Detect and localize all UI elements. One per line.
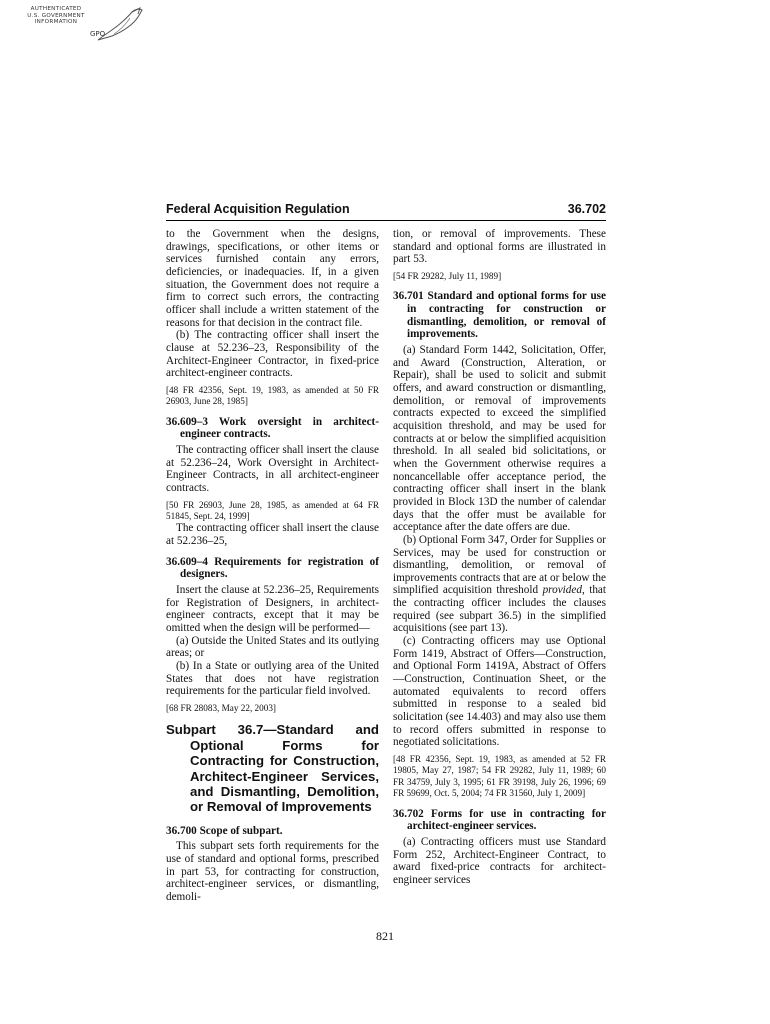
- section-heading: 36.609–4 Requirements for registration of designers.: [166, 555, 379, 581]
- seal-gpo-label: GPO: [90, 30, 106, 38]
- citation: [68 FR 28083, May 22, 2003]: [166, 702, 276, 713]
- section-heading: 36.700 Scope of subpart.: [166, 824, 283, 837]
- gpo-authentication-seal: [26, 6, 146, 42]
- section-heading: 36.702 Forms for use in contracting for architect-engineer services.: [393, 807, 606, 833]
- paragraph: (a) Standard Form 1442, Solicitation, Offer, and Award (Construction, Alteration, or Repair), shall be used to solicit and submit offers, and award construction or dismantling, demolition, or removal of improvements contracts expected to exceed the simplified acquisition threshold, and may be used for contracts at or below the simplified acquisition threshold. In all sealed bid solicitations, or when the Government otherwise requires a noncancellable offer acceptance period, the contracting officer shall insert in the blank provided in Block 13D the number of calendar days that the offer must be available for acceptance after the date offers are due.: [393, 344, 606, 534]
- subpart-heading: Subpart 36.7—Standard and Optional Forms for Contracting for Construction, Architect-Engineer Services, and Dismantling, Demolition, or Removal of Improvements: [166, 722, 379, 815]
- paragraph: Insert the clause at 52.236–25, Requirements for Registration of Designers, in architect-engineer contracts, except that it may be omitted when the design will be performed—: [166, 584, 379, 635]
- paragraph: (a) Outside the United States and its outlying areas; or: [166, 634, 379, 660]
- section-heading: 36.609–3 Work oversight in architect-engineer contracts.: [166, 415, 379, 441]
- paragraph: This subpart sets forth requirements for the use of standard and optional forms, prescribed in part 53, for contracting for construction, architect-engineer services, or dismantling, demoli-: [166, 840, 379, 904]
- paragraph: to the Government when the designs, drawings, specifications, or other items or services furnished contain any errors, deficiencies, or inadequacies. If, in a given situation, the Government does not require a firm to correct such errors, the contracting officer shall include a written statement of the reasons for that decision in the contract file.: [166, 228, 379, 329]
- section-heading: 36.701 Standard and optional forms for use in contracting for construction or dismantling, demolition, or removal of improvements.: [393, 290, 606, 341]
- citation: [54 FR 29282, July 11, 1989]: [393, 270, 502, 281]
- left-column: [166, 228, 379, 904]
- running-header-title: Federal Acquisition Regulation: [166, 202, 350, 216]
- seal-line: INFORMATION: [34, 19, 78, 26]
- citation: [48 FR 42356, Sept. 19, 1983, as amended at 50 FR 26903, June 28, 1985]: [166, 384, 379, 407]
- citation: [50 FR 26903, June 28, 1985, as amended at 64 FR 51845, Sept. 24, 1999]: [166, 499, 379, 522]
- paragraph: The contracting officer shall insert the clause at 52.236–24, Work Oversight in Architect-Engineer Contracts, in all architect-engineer contracts.: [166, 444, 379, 494]
- paragraph: tion, or removal of improvements. These standard and optional forms are illustrated in part 53.: [393, 228, 606, 266]
- running-header: [166, 202, 606, 221]
- paragraph: The contracting officer shall insert the clause at 52.236–25,: [166, 522, 379, 548]
- seal-line: U.S. GOVERNMENT: [27, 12, 85, 19]
- paragraph: (b) In a State or outlying area of the United States that does not have registration requirements for the particular field involved.: [166, 660, 379, 698]
- paragraph: (a) Contracting officers must use Standard Form 252, Architect-Engineer Contract, to award fixed-price contracts for architect-engineer services: [393, 835, 606, 886]
- paragraph: (c) Contracting officers may use Optional Form 1419, Abstract of Offers—Construction, and Optional Form 1419A, Abstract of Offers—Construction, Continuation Sheet, or the automated equivalents to record offers submitted in response to a sealed bid solicitation (see 14.403) and may also use them to record offers submitted in response to negotiated solicitations.: [393, 635, 606, 749]
- right-column: [393, 228, 606, 887]
- page-number: 821: [376, 929, 394, 943]
- running-header-section: 36.702: [567, 202, 606, 216]
- paragraph: (b) The contracting officer shall insert the clause at 52.236–23, Responsibility of the Architect-Engineer Contractor, in fixed-price architect-engineer contracts.: [166, 329, 379, 380]
- eagle-icon: [94, 6, 150, 46]
- citation: [48 FR 42356, Sept. 19, 1983, as amended at 52 FR 19805, May 27, 1987; 54 FR 29282, July 11, 1989; 60 FR 34759, July 3, 1995; 61 FR 39198, July 26, 1996; 69 FR 59699, Oct. 5, 2004; 74 FR 31560, July 1, 2009]: [393, 754, 606, 799]
- seal-line: AUTHENTICATED: [30, 6, 82, 12]
- paragraph: (b) Optional Form 347, Order for Supplies or Services, may be used for construction or dismantling, demolition, or removal of improvements contracts that are at or below the simplified acquisition threshold provided, that the contracting officer includes the clauses required (see subpart 36.5) in the simplified acquisitions (see part 13).: [393, 533, 606, 635]
